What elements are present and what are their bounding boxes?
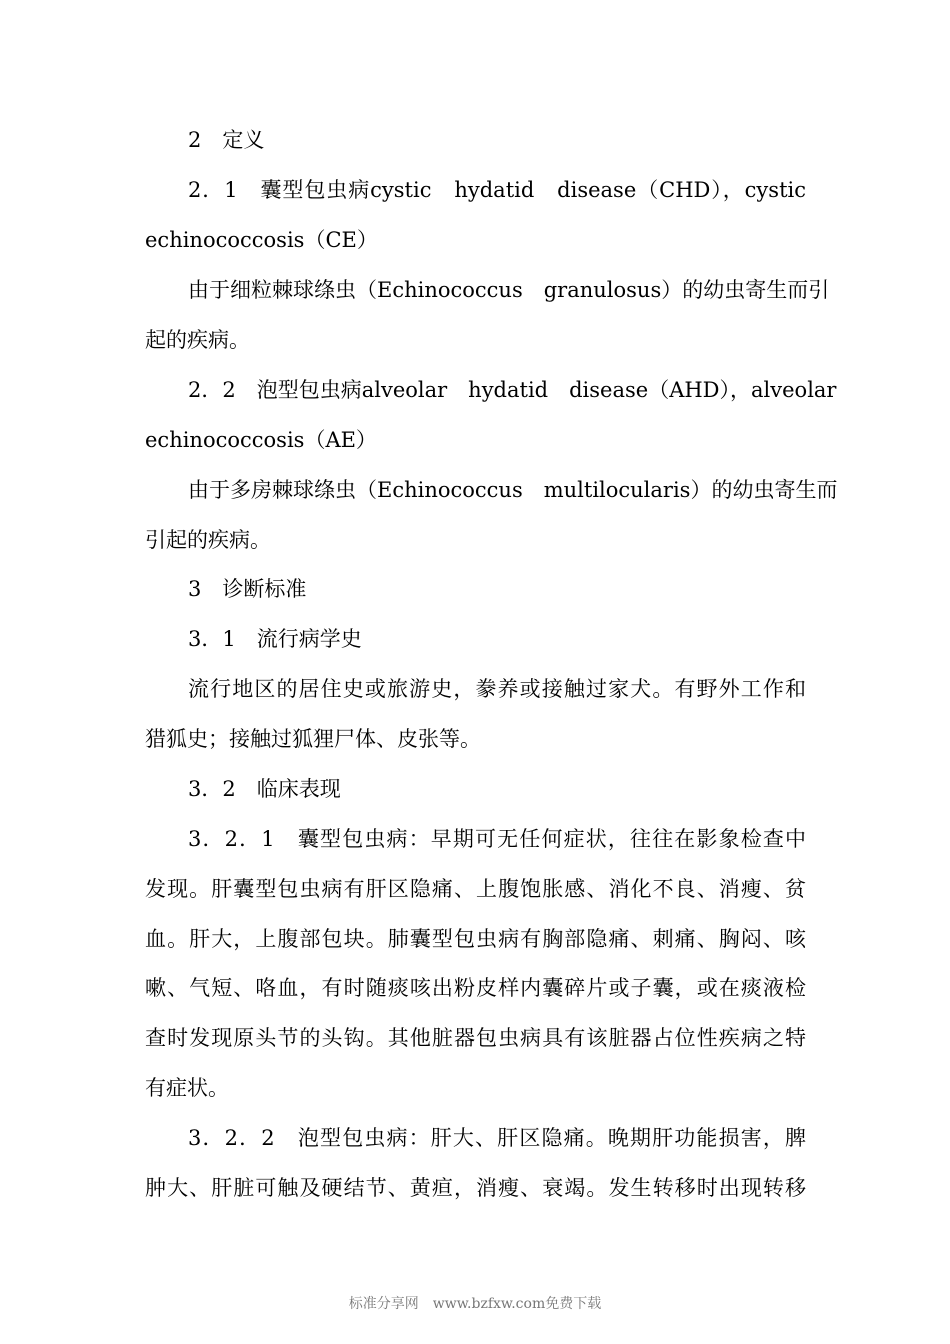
section-3-heading: 3 诊断标准	[188, 577, 307, 601]
section-2-1-definition-line2: 起的疾病。	[145, 328, 250, 352]
section-2-2-definition-line1: 由于多房棘球绦虫（Echinococcus multilocularis）的幼虫寄生而	[188, 478, 838, 502]
section-3-1-paragraph-line2: 猎狐史；接触过狐狸尸体、皮张等。	[145, 727, 481, 751]
section-3-2-1-line3: 血。肝大，上腹部包块。肺囊型包虫病有胸部隐痛、刺痛、胸闷、咳	[145, 927, 806, 951]
footer-watermark: 标准分享网 www.bzfxw.com免费下载	[348, 1296, 602, 1312]
section-3-2-1-line1: 3．2．1 囊型包虫病：早期可无任何症状，往往在影象检查中	[188, 827, 806, 851]
section-3-2-1-line4: 嗽、气短、咯血，有时随痰咳出粉皮样内囊碎片或子囊，或在痰液检	[145, 976, 806, 1000]
section-2-2-definition-line2: 引起的疾病。	[145, 528, 271, 552]
section-2-1-term-line2: echinococcosis（CE）	[145, 228, 378, 252]
section-2-1-term-line1: 2．1 囊型包虫病cystic hydatid disease（CHD），cystic	[188, 178, 806, 202]
section-3-1-paragraph-line1: 流行地区的居住史或旅游史，豢养或接触过家犬。有野外工作和	[188, 677, 806, 701]
section-2-2-term-line1: 2．2 泡型包虫病alveolar hydatid disease（AHD），alveolar	[188, 378, 837, 402]
section-3-2-2-line2: 肿大、肝脏可触及硬结节、黄疸，消瘦、衰竭。发生转移时出现转移	[145, 1176, 806, 1200]
section-3-2-1-line6: 有症状。	[145, 1076, 229, 1100]
section-3-2-1-line5: 查时发现原头节的头钩。其他脏器包虫病具有该脏器占位性疾病之特	[145, 1026, 806, 1050]
section-2-heading: 2 定义	[188, 128, 265, 152]
section-2-1-definition-line1: 由于细粒棘球绦虫（Echinococcus granulosus）的幼虫寄生而引	[188, 278, 830, 302]
section-3-2-2-line1: 3．2．2 泡型包虫病：肝大、肝区隐痛。晚期肝功能损害，脾	[188, 1126, 806, 1150]
section-2-2-term-line2: echinococcosis（AE）	[145, 428, 377, 452]
section-3-2-1-line2: 发现。肝囊型包虫病有肝区隐痛、上腹饱胀感、消化不良、消瘦、贫	[145, 877, 806, 901]
section-3-1-heading: 3．1 流行病学史	[188, 627, 362, 651]
section-3-2-heading: 3．2 临床表现	[188, 777, 341, 801]
